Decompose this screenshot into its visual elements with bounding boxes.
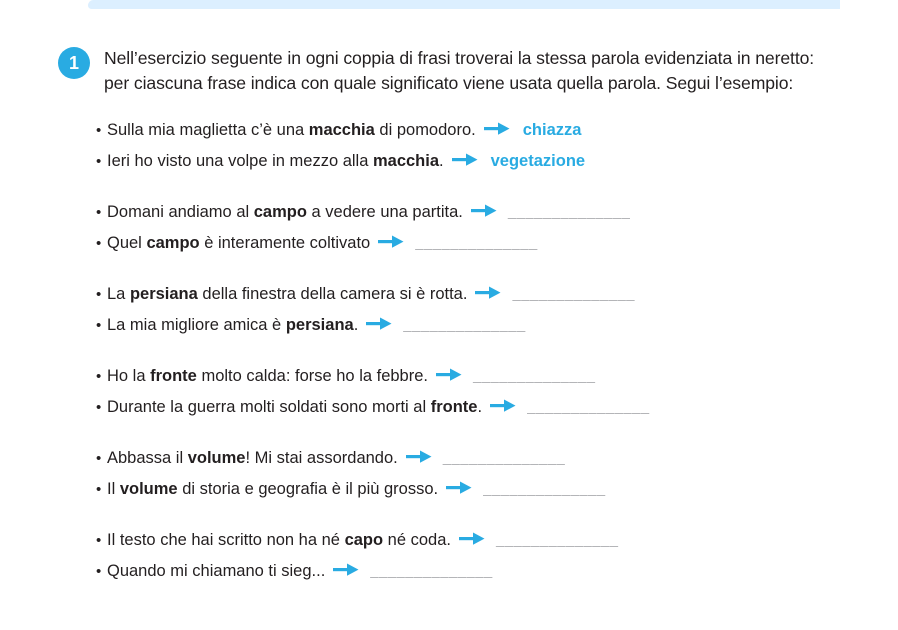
highlighted-keyword: volume xyxy=(187,449,246,467)
answer-text: chiazza xyxy=(522,121,582,139)
highlighted-keyword: fronte xyxy=(430,398,478,416)
sentence-row xyxy=(96,525,898,556)
sentence-text: Abbassa il volume! Mi stai assordando. xyxy=(107,449,398,467)
answer-text: vegetazione xyxy=(490,152,586,170)
bullet-marker: • xyxy=(96,563,102,580)
sentence-text: La persiana della finestra della camera si è rotta. xyxy=(107,285,468,303)
sentence-row xyxy=(96,310,898,341)
sentence-row xyxy=(96,197,898,228)
arrow-right-icon xyxy=(378,234,404,249)
sentence-text: Durante la guerra molti soldati sono morti al fronte. xyxy=(107,398,483,416)
sentence-row xyxy=(96,115,898,146)
arrow-right-icon xyxy=(475,285,501,300)
sentence-text: Sulla mia maglietta c’è una macchia di pomodoro. xyxy=(107,121,476,139)
bullet-marker: • xyxy=(96,399,102,416)
sentence-text: Ieri ho visto una volpe in mezzo alla macchia. xyxy=(107,152,444,170)
sentence-row xyxy=(96,279,898,310)
arrow-right-icon xyxy=(436,367,462,382)
sentence-row xyxy=(96,392,898,423)
bullet-marker: • xyxy=(96,286,102,303)
bullet-marker: • xyxy=(96,153,102,170)
highlighted-keyword: capo xyxy=(344,531,384,549)
answer-blank-line[interactable]: ______________ xyxy=(473,366,596,385)
answer-blank-line[interactable]: ______________ xyxy=(442,448,566,467)
highlighted-keyword: persiana xyxy=(129,285,198,303)
arrow-right-icon xyxy=(452,152,478,167)
bullet-marker: • xyxy=(96,317,102,334)
answer-blank-line[interactable]: ______________ xyxy=(507,202,631,221)
bullet-marker: • xyxy=(96,204,102,221)
sentence-text: Il volume di storia e geografia è il più grosso. xyxy=(107,480,439,498)
bullet-marker: • xyxy=(96,481,102,498)
answer-blank-line[interactable]: ______________ xyxy=(495,530,619,549)
arrow-right-icon xyxy=(406,449,432,464)
sentence-row xyxy=(96,146,898,177)
sentence-text: Il testo che hai scritto non ha né capo né coda. xyxy=(107,531,451,549)
highlighted-keyword: fronte xyxy=(150,367,197,385)
sentence-pair xyxy=(96,443,898,505)
sentence-pair xyxy=(96,525,898,587)
highlighted-keyword: macchia xyxy=(372,152,440,170)
bullet-marker: • xyxy=(96,368,102,385)
answer-blank-line[interactable]: ______________ xyxy=(527,397,650,416)
exercise-number-badge: 1 xyxy=(58,47,90,79)
sentence-text: Quando mi chiamano ti sieg... xyxy=(107,562,326,580)
exercise-instruction: Nell’esercizio seguente in ogni coppia di frasi troverai la stessa parola evidenziata in neretto: per ciascuna frase indica con quale significato viene usata quella parola. Segui l’esempio: xyxy=(104,48,815,93)
answer-blank-line[interactable]: ______________ xyxy=(370,561,493,580)
sentence-row xyxy=(96,474,898,505)
sentence-row xyxy=(96,556,898,587)
arrow-right-icon xyxy=(333,562,359,577)
highlighted-keyword: campo xyxy=(146,234,200,252)
answer-blank-line[interactable]: ______________ xyxy=(415,233,538,252)
top-accent-band xyxy=(88,0,840,9)
arrow-right-icon xyxy=(490,398,516,413)
sentence-row xyxy=(96,228,898,259)
arrow-right-icon xyxy=(471,203,497,218)
highlighted-keyword: campo xyxy=(253,203,307,221)
sentence-text: Ho la fronte molto calda: forse ho la febbre. xyxy=(107,367,428,385)
sentence-text: Domani andiamo al campo a vedere una partita. xyxy=(107,203,463,221)
exercise-block xyxy=(0,46,898,587)
arrow-right-icon xyxy=(459,531,485,546)
highlighted-keyword: macchia xyxy=(308,121,375,139)
exercise-header xyxy=(0,46,898,95)
answer-blank-line[interactable]: ______________ xyxy=(512,284,635,303)
sentence-pair xyxy=(96,361,898,423)
sentence-pair xyxy=(96,197,898,259)
sentence-pair xyxy=(96,115,898,177)
highlighted-keyword: volume xyxy=(119,480,178,498)
answer-blank-line[interactable]: ______________ xyxy=(483,479,606,498)
sentence-row xyxy=(96,361,898,392)
sentence-pair xyxy=(96,279,898,341)
bullet-marker: • xyxy=(96,450,102,467)
bullet-marker: • xyxy=(96,235,102,252)
arrow-right-icon xyxy=(366,316,392,331)
sentence-pairs-list xyxy=(0,115,898,587)
bullet-marker: • xyxy=(96,532,102,549)
highlighted-keyword: persiana xyxy=(285,316,354,334)
answer-blank-line[interactable]: ______________ xyxy=(403,315,526,334)
sentence-row xyxy=(96,443,898,474)
sentence-text: Quel campo è interamente coltivato xyxy=(107,234,371,252)
arrow-right-icon xyxy=(446,480,472,495)
sentence-text: La mia migliore amica è persiana. xyxy=(107,316,359,334)
bullet-marker: • xyxy=(96,122,102,139)
arrow-right-icon xyxy=(484,121,510,136)
